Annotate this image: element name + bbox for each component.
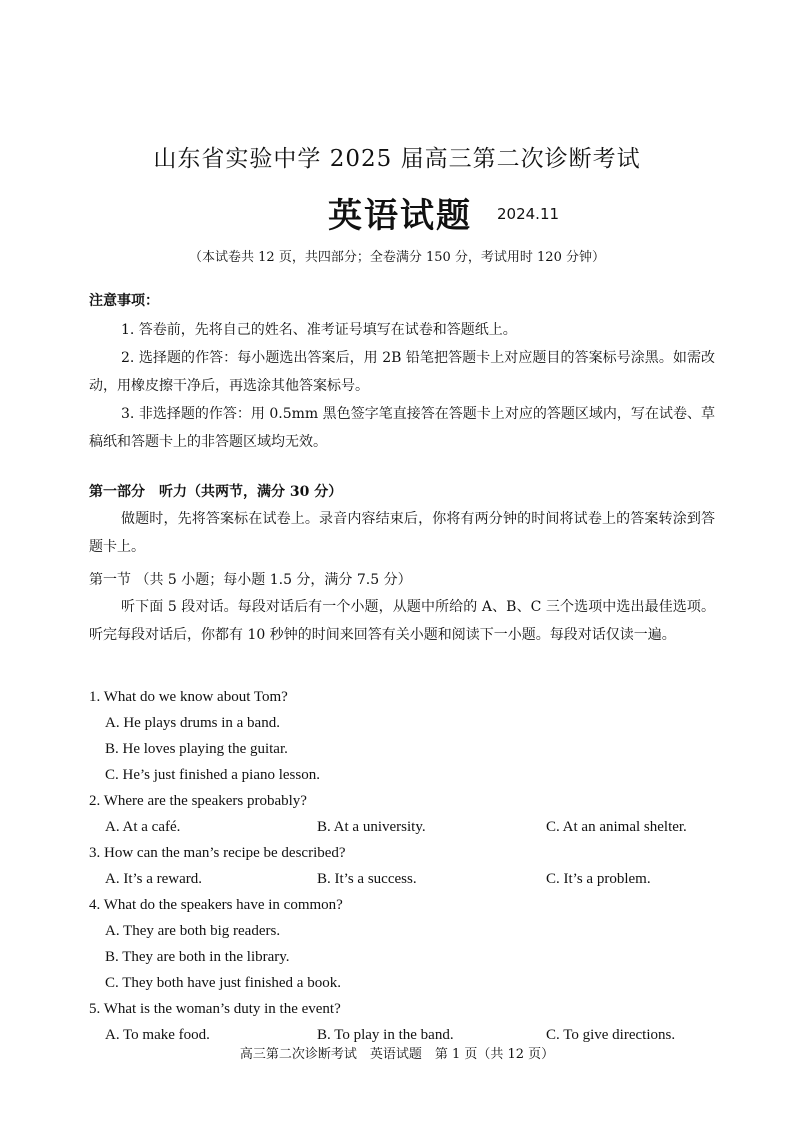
question-stem: 2. Where are the speakers probably? bbox=[89, 793, 307, 809]
notice-list bbox=[89, 316, 715, 456]
page-footer: 高三第二次诊断考试 英语试题 第 1 页（共 12 页） bbox=[239, 1047, 555, 1062]
answer-option-row bbox=[89, 866, 729, 892]
answer-option: A. To make food. bbox=[105, 1027, 210, 1043]
answer-option: C. They both have just finished a book. bbox=[105, 975, 341, 991]
answer-option: C. At an animal shelter. bbox=[546, 819, 687, 835]
answer-option: A. At a café. bbox=[105, 819, 181, 835]
answer-option: B. It’s a success. bbox=[317, 871, 417, 887]
answer-option: B. To play in the band. bbox=[317, 1027, 454, 1043]
answer-option: C. He’s just finished a piano lesson. bbox=[105, 767, 320, 783]
answer-option: A. They are both big readers. bbox=[105, 923, 281, 939]
notice-heading: 注意事项： bbox=[89, 293, 159, 309]
answer-option-row bbox=[89, 814, 729, 840]
question-stem: 4. What do the speakers have in common? bbox=[89, 897, 343, 913]
part-one-instructions: 做题时，先将答案标在试卷上。录音内容结束后，你将有两分钟的时间将试卷上的答案转涂到答题卡上。 bbox=[89, 511, 715, 555]
notice-item: 2. 选择题的作答：每小题选出答案后，用 2B 铅笔把答题卡上对应题目的答案标号涂黑。如需改动，用橡皮擦干净后，再选涂其他答案标号。 bbox=[89, 350, 715, 394]
notice-item: 3. 非选择题的作答：用 0.5mm 黑色签字笔直接答在答题卡上对应的答题区域内，写在试卷、草稿纸和答题卡上的非答题区域均无效。 bbox=[89, 406, 715, 450]
question-list bbox=[89, 684, 729, 1048]
answer-option: B. They are both in the library. bbox=[105, 949, 290, 965]
school-title: 山东省实验中学 2025 届高三第二次诊断考试 bbox=[153, 146, 641, 172]
answer-option: C. To give directions. bbox=[546, 1027, 676, 1043]
question-stem: 5. What is the woman’s duty in the event? bbox=[89, 1001, 341, 1017]
answer-option: A. He plays drums in a band. bbox=[105, 715, 280, 731]
notice-item: 1. 答卷前，先将自己的姓名、准考证号填写在试卷和答题纸上。 bbox=[121, 322, 517, 338]
answer-option: B. He loves playing the guitar. bbox=[105, 741, 288, 757]
exam-date: 2024.11 bbox=[497, 205, 560, 223]
part-one-heading: 第一部分 听力（共两节，满分 30 分） bbox=[89, 484, 343, 500]
exam-info: （本试卷共 12 页，共四部分；全卷满分 150 分，考试用时 120 分钟） bbox=[189, 250, 605, 265]
section-one-heading: 第一节 （共 5 小题；每小题 1.5 分，满分 7.5 分） bbox=[89, 572, 412, 588]
question-stem: 1. What do we know about Tom? bbox=[89, 689, 288, 705]
section-one-instructions: 听下面 5 段对话。每段对话后有一个小题，从题中所给的 A、B、C 三个选项中选出最佳选项。听完每段对话后，你都有 10 秒钟的时间来回答有关小题和阅读下一小题。每段对话仅读一遍。 bbox=[89, 599, 715, 643]
answer-option: B. At a university. bbox=[317, 819, 426, 835]
answer-option: C. It’s a problem. bbox=[546, 871, 651, 887]
exam-title: 英语试题 bbox=[328, 196, 472, 236]
answer-option: A. It’s a reward. bbox=[105, 871, 203, 887]
question-stem: 3. How can the man’s recipe be described? bbox=[89, 845, 346, 861]
